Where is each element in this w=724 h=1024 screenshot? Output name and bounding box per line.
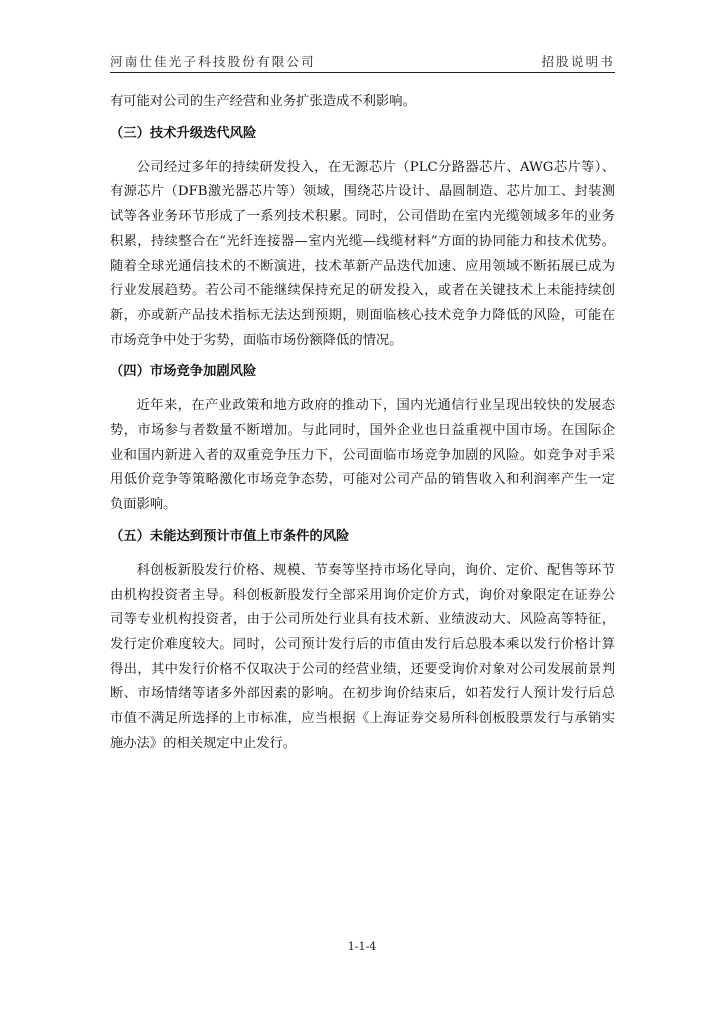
page-header [110, 50, 615, 73]
section-paragraph: 公司经过多年的持续研发投入，在无源芯片（PLC分路器芯片、AWG芯片等）、有源芯片（DFB激光器芯片等）领域，围绕芯片设计、晶圆制造、芯片加工、封装测试等各业务环节形成了一系列技术积累。同时，公司借助在室内光缆领域多年的业务积累，持续整合在“光纤连接器—室内光缆—线缆材料”方面的协同能力和技术优势。随着全球光通信技术的不断演进，技术革新产品迭代加速、应用领域不断拓展已成为行业发展趋势。若公司不能继续保持充足的研发投入，或者在关键技术上未能持续创新，亦或新产品技术指标无法达到预期，则面临核心技术竞争力降低的风险，可能在市场竞争中处于劣势，面临市场份额降低的情况。 [110, 159, 615, 348]
section-tech-upgrade-risk [110, 122, 615, 354]
continuation-paragraph: 有可能对公司的生产经营和业务扩张造成不利影响。 [110, 94, 416, 109]
section-paragraph: 科创板新股发行价格、规模、节奏等坚持市场化导向，询价、定价、配售等环节由机构投资者主导。科创板新股发行全部采用询价定价方式，询价对象限定在证券公司等专业机构投资者，由于公司所处行业具有技术新、业绩波动大、风险高等特征，发行定价难度较大。同时，公司预计发行后的市值由发行后总股本乘以发行价格计算得出，其中发行价格不仅取决于公司的经营业绩，还要受询价对象对公司发展前景判断、市场情绪等诸多外部因素的影响。在初步询价结束后，如若发行人预计发行后总市值不满足所选择的上市标准，应当根据《上海证券交易所科创板股票发行与承销实施办法》的相关规定中止发行。 [110, 562, 615, 751]
section-market-competition-risk [110, 360, 615, 518]
section-market-value-listing-risk [110, 525, 615, 757]
section-heading: （四）市场竞争加剧风险 [110, 364, 257, 380]
page-footer [0, 940, 724, 953]
section-paragraph: 近年来，在产业政策和地方政府的推动下，国内光通信行业呈现出较快的发展态势，市场参与者数量不断增加。与此同时，国外企业也日益重视中国市场。在国际企业和国内新进入者的双重竞争压力下，公司面临市场竞争加剧的风险。如竞争对手采用低价竞争等策略激化市场竞争态势，可能对公司产品的销售收入和利润率产生一定负面影响。 [110, 398, 615, 513]
section-heading: （五）未能达到预计市值上市条件的风险 [110, 528, 350, 544]
page-body [110, 90, 615, 756]
header-document-type: 招股说明书 [541, 54, 615, 69]
page-number: 1-1-4 [347, 940, 377, 953]
header-company-name: 河南仕佳光子科技股份有限公司 [110, 54, 316, 69]
section-heading: （三）技术升级迭代风险 [110, 125, 257, 141]
